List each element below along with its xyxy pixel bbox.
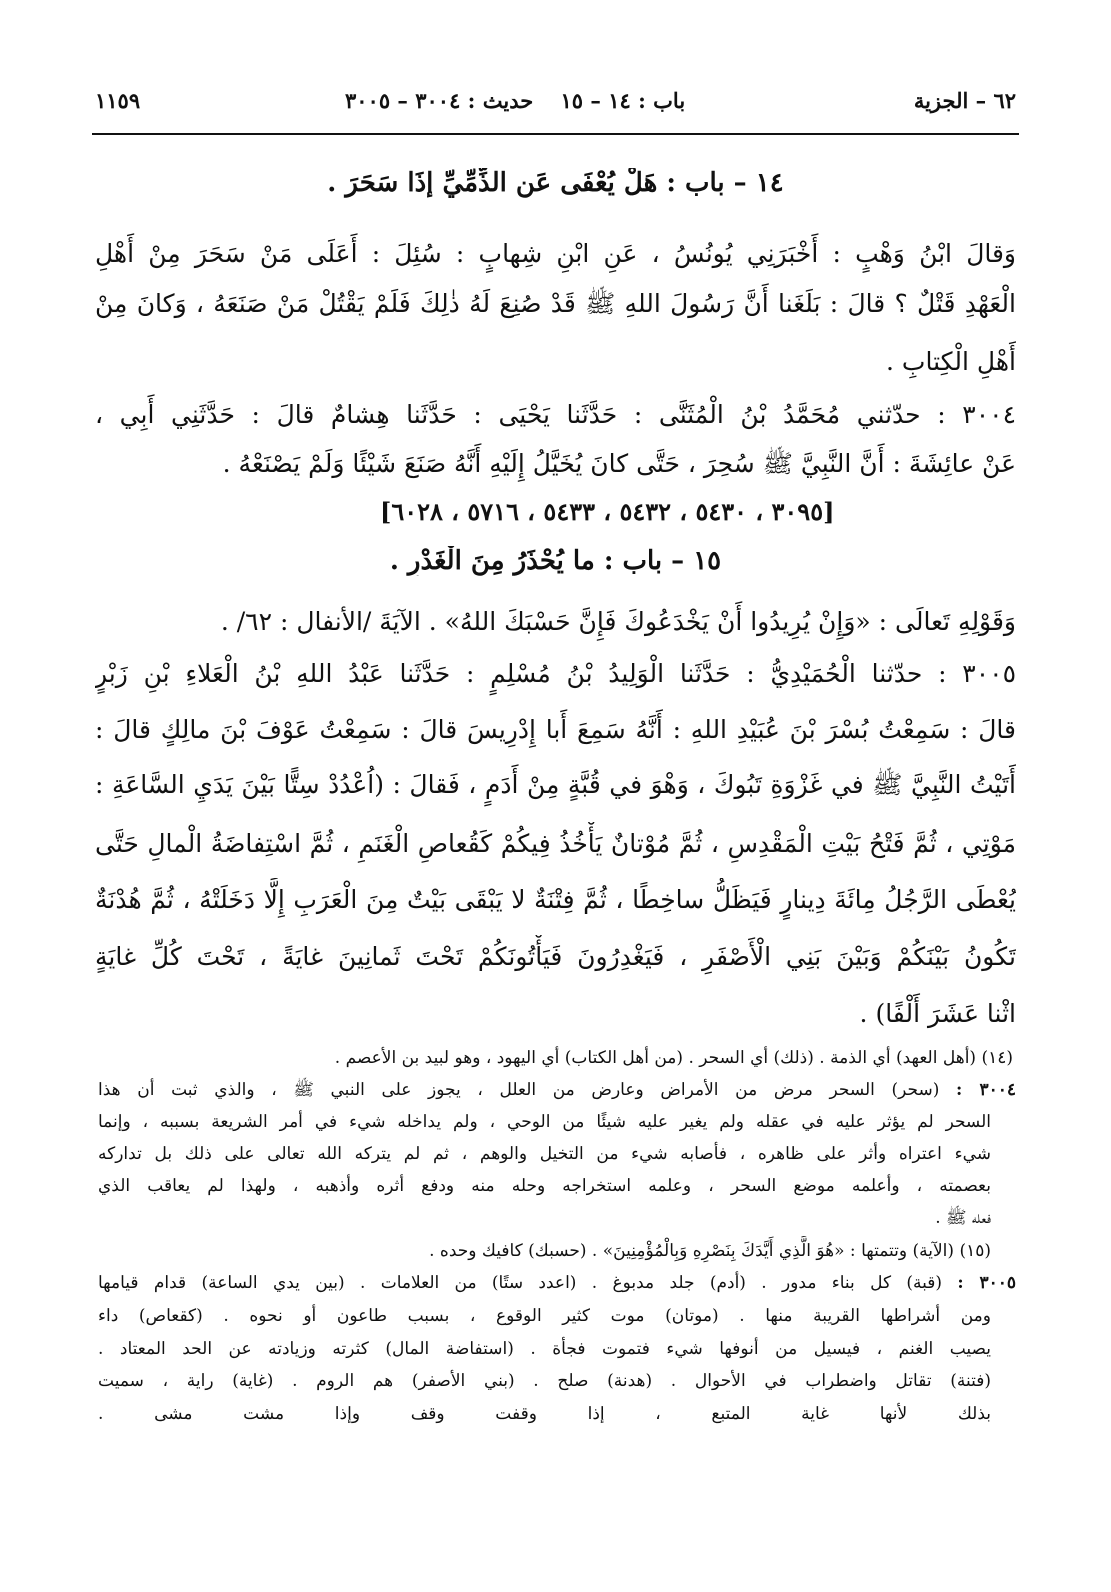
footnote-3005-line: (فتنة) تقاتل واضطراب في الأحوال . (هدنة) صلح . (بني الأصفر) هم الروم . (غاية) راية ، سميت bbox=[98, 1371, 991, 1391]
footnote-3005-line: ومن أشراطها القريبة منها . (موتان) موت كثير الوقوع ، بسبب طاعون أو نحوه . (كقعاص) داء bbox=[98, 1306, 991, 1326]
footnote-text: (قبة) كل بناء مدور . (أدم) جلد مدبوغ . (اعدد ستًا) من العلامات . (بين يدي الساعة) قدام قيامها bbox=[98, 1273, 943, 1293]
text-line: اثْنا عَشَرَ أَلْفًا) . bbox=[859, 999, 1016, 1028]
quran-verse-line: وَقَوْلِهِ تَعالَى : «وَإِنْ يُرِيدُوا أَنْ يَخْدَعُوكَ فَإِنَّ حَسْبَكَ اللهُ» . الآيَةَ /الأنفال : ٦٢/ . bbox=[220, 607, 1016, 636]
footnote-label: ٣٠٠٤ : bbox=[956, 1080, 1016, 1100]
hadith-3005-line: ٣٠٠٥ : حدّثنا الْحُمَيْدِيُّ : حَدَّثَنا الْوَلِيدُ بْنُ مُسْلِمٍ : حَدَّثَنا عَبْدُ اللهِ بْنُ الْعَلاءِ بْنِ زَبْرٍ bbox=[95, 659, 1016, 688]
bab-15-heading: ١٥ – باب : ما يُحْذَرُ مِنَ الْغَدْرِ . bbox=[389, 546, 722, 576]
footnote-3004-line: السحر لم يؤثر عليه في عقله ولم يغير عليه شيئًا من الوحي ، ولم يداخله شيء في أمر الشريعة بسببه ، وإنما bbox=[98, 1112, 991, 1132]
hadith-3004-line: ٣٠٠٤ : حدّثني مُحَمَّدُ بْنُ الْمُثَنَّى : حَدَّثَنا يَحْيَى : حَدَّثَنا هِشامٌ قالَ : حَدَّثَنِي أَبِي ، bbox=[95, 400, 1016, 429]
footnote-3004-line: فعله ﷺ . bbox=[935, 1208, 991, 1228]
running-header bbox=[95, 88, 1016, 122]
footnote-3005-line bbox=[98, 1268, 1016, 1298]
footnote-3005-line: يصيب الغنم ، فيسيل من أنوفها شيء فتموت فجأة . (استفاضة المال) كثرته وزيادته عن الحد المعتاد . bbox=[98, 1339, 991, 1359]
footnote-15: (١٥) (الآية) وتتمتها : «هُوَ الَّذِي أَيَّدَكَ بِنَصْرِهِ وَبِالْمُؤْمِنِينَ» . (حسبك) كافيك وحده . bbox=[429, 1241, 991, 1261]
header-range bbox=[325, 88, 685, 113]
text-line: قالَ : سَمِعْتُ بُسْرَ بْنَ عُبَيْدِ اللهِ : أَنَّهُ سَمِعَ أَبا إِدْرِيسَ قالَ : سَمِعْتُ عَوْفَ بْنَ مالِكٍ قالَ : bbox=[95, 715, 1016, 744]
header-bab-range: باب : ١٤ – ١٥ bbox=[560, 88, 686, 113]
footnote-14: (١٤) (أهل العهد) أي الذمة . (ذلك) أي السحر . (من أهل الكتاب) أي اليهود ، وهو لبيد بن الأعصم . bbox=[334, 1048, 1013, 1068]
footnote-3004-line: شيء اعتراه وأثر على ظاهره ، فأصابه شيء من التخيل والوهم ، ثم لم يتركه الله تعالى على ذلك بل تداركه bbox=[98, 1144, 991, 1164]
text-line: يُعْطَى الرَّجُلُ مِائَةَ دِينارٍ فَيَظَلُّ ساخِطًا ، ثُمَّ فِتْنَةٌ لا يَبْقَى بَيْتٌ مِنَ الْعَرَبِ إِلَّا دَخَلَتْهُ ، ثُمَّ هُدْنَةٌ bbox=[95, 885, 1016, 914]
footnote-3005-line: بذلك لأنها غاية المتبع ، إذا وقفت وقف وإذا مشت مشى . bbox=[98, 1404, 991, 1424]
text-line: تَكُونُ بَيْنَكُمْ وَبَيْنَ بَنِي الْأَصْفَرِ ، فَيَغْدِرُونَ فَيَأْتُونَكُمْ تَحْتَ ثَمانِينَ غايَةً ، تَحْتَ كُلِّ غايَةٍ bbox=[95, 942, 1016, 971]
text-line: أَهْلِ الْكِتابِ . bbox=[886, 347, 1016, 376]
text-line: الْعَهْدِ قَتْلٌ ؟ قالَ : بَلَغَنا أَنَّ رَسُولَ اللهِ ﷺ قَدْ صُنِعَ لَهُ ذٰلِكَ فَلَمْ يَقْتُلْ مَنْ صَنَعَهُ ، وَكانَ مِنْ bbox=[95, 289, 1016, 318]
text-line: وَقالَ ابْنُ وَهْبٍ : أَخْبَرَنِي يُونُسُ ، عَنِ ابْنِ شِهابٍ : سُئِلَ : أَعَلَى مَنْ سَحَرَ مِنْ أَهْلِ bbox=[95, 239, 1016, 268]
page-number: ١١٥٩ bbox=[95, 88, 141, 113]
header-hadith-range: حديث : ٣٠٠٤ – ٣٠٠٥ bbox=[345, 88, 534, 113]
text-line: مَوْتِي ، ثُمَّ فَتْحُ بَيْتِ الْمَقْدِسِ ، ثُمَّ مُوْتانٌ يَأْخُذُ فِيكُمْ كَقُعاصِ الْغَنَمِ ، ثُمَّ اسْتِفاضَةُ الْمالِ حَتَّى bbox=[95, 829, 1016, 858]
footnote-text: (سحر) السحر مرض من الأمراض وعارض من العلل ، يجوز على النبي ﷺ ، والذي ثبت أن هذا bbox=[98, 1080, 940, 1100]
text-line: عَنْ عائِشَةَ : أَنَّ النَّبِيَّ ﷺ سُحِرَ ، حَتَّى كانَ يُخَيَّلُ إِلَيْهِ أَنَّهُ صَنَعَ شَيْئًا وَلَمْ يَصْنَعْهُ . bbox=[222, 449, 1016, 478]
bab-14-heading: ١٤ – باب : هَلْ يُعْفَى عَنِ الذِّمِّيِّ إِذَا سَحَرَ . bbox=[327, 168, 784, 198]
cross-references: [٣٠٩٥ ، ٥٤٣٠ ، ٥٤٣٢ ، ٥٤٣٣ ، ٥٧١٦ ، ٦٠٢٨] bbox=[380, 497, 835, 526]
chapter-title: ٦٢ – الجزية bbox=[913, 88, 1016, 113]
footnote-label: ٣٠٠٥ : bbox=[957, 1273, 1016, 1293]
footnote-3004-line: بعصمته ، وأعلمه موضع السحر ، وعلمه استخراجه وحله منه ودفع أثره وأذهبه ، ولهذا لم يعاقب الذي bbox=[98, 1176, 991, 1196]
footnote-3004-line bbox=[98, 1075, 1016, 1105]
header-divider bbox=[92, 133, 1019, 135]
text-line: أَتَيْتُ النَّبِيَّ ﷺ في غَزْوَةِ تَبُوكَ ، وَهْوَ في قُبَّةٍ مِنْ أَدَمٍ ، فَقالَ : (اُعْدُدْ سِتًّا بَيْنَ يَدَيِ السَّاعَةِ : bbox=[95, 770, 1016, 799]
